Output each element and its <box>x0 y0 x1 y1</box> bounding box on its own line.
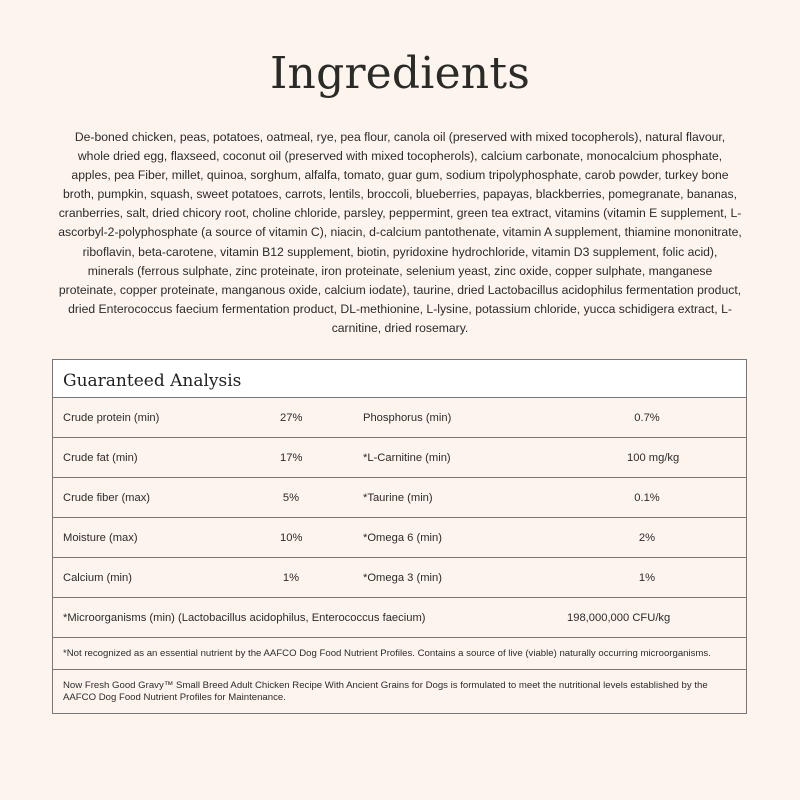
microorganisms-label: *Microorganisms (min) (Lactobacillus acidophilus, Enterococcus faecium) <box>63 611 426 624</box>
nutrient-label: *L-Carnitine (min) <box>363 451 451 464</box>
table-row <box>53 438 746 478</box>
nutrient-value: 0.7% <box>634 411 660 424</box>
table-row <box>53 478 746 518</box>
table-row <box>53 398 746 438</box>
nutrient-label: Crude fat (min) <box>63 451 138 464</box>
page-title: Ingredients <box>269 48 531 99</box>
analysis-header <box>53 360 746 398</box>
nutrient-value: 10% <box>280 531 303 544</box>
nutrient-label: Phosphorus (min) <box>363 411 452 424</box>
nutrient-value: 2% <box>638 531 656 544</box>
nutrient-value: 27% <box>280 411 303 424</box>
nutrient-label: *Omega 6 (min) <box>363 531 442 544</box>
nutrient-label: Moisture (max) <box>63 531 138 544</box>
nutrient-value: 1% <box>282 571 300 584</box>
aafco-statement: Now Fresh Good Gravy™ Small Breed Adult Chicken Recipe With Ancient Grains for Dogs is formulated to meet the nutritional levels established by the AAFCO Dog Food Nutrient Profiles for Maintenance. <box>63 680 708 703</box>
nutrient-label: Calcium (min) <box>63 571 132 584</box>
nutrient-label: Crude protein (min) <box>63 411 160 424</box>
nutrient-value: 0.1% <box>634 491 660 504</box>
microorganisms-row <box>53 598 746 638</box>
table-row <box>53 518 746 558</box>
footnote: *Not recognized as an essential nutrient by the AAFCO Dog Food Nutrient Profiles. Contains a source of live (viable) naturally occurring microorganisms. <box>53 638 746 670</box>
guaranteed-analysis-table <box>52 359 747 714</box>
nutrient-value: 1% <box>638 571 656 584</box>
nutrient-label: *Taurine (min) <box>363 491 433 504</box>
nutrient-value: 100 mg/kg <box>627 451 680 464</box>
nutrient-value: 17% <box>280 451 303 464</box>
nutrient-label: *Omega 3 (min) <box>363 571 442 584</box>
analysis-title: Guaranteed Analysis <box>63 370 242 391</box>
nutrient-label: Crude fiber (max) <box>63 491 151 504</box>
table-row <box>53 558 746 598</box>
microorganisms-value: 198,000,000 CFU/kg <box>567 611 671 624</box>
nutrient-value: 5% <box>282 491 300 504</box>
ingredients-list: De-boned chicken, peas, potatoes, oatmeal, rye, pea flour, canola oil (preserved with mixed tocopherols), natural flavour, whole dried egg, flaxseed, coconut oil (preserved with mixed tocopherols), calcium carbonate, monocalcium phosphate, apples, pea Fiber, millet, quinoa, sorghum, alfalfa, tomato, guar gum, sodium tripolyphosphate, carob powder, turkey bone broth, pumpkin, squash, sweet potatoes, carrots, lentils, broccoli, blueberries, papayas, blackberries, pomegranate, bananas, cranberries, salt, dried chicory root, choline chloride, parsley, peppermint, green tea extract, vitamins (vitamin E supplement, L-ascorbyl-2-polyphosphate (a source of vitamin C), niacin, d-calcium pantothenate, vitamin A supplement, thiamine mononitrate, riboflavin, beta-carotene, vitamin B12 supplement, biotin, pyridoxine hydrochloride, vitamin D3 supplement, folic acid), minerals (ferrous sulphate, zinc proteinate, iron proteinate, selenium yeast, zinc oxide, copper sulphate, manganese proteinate, copper proteinate, manganous oxide, calcium iodate), taurine, dried Lactobacillus acidophilus fermentation product, dried Enterococcus faecium fermentation product, DL-methionine, L-lysine, potassium chloride, yucca schidigera extract, L-carnitine, dried rosemary. <box>58 130 742 335</box>
